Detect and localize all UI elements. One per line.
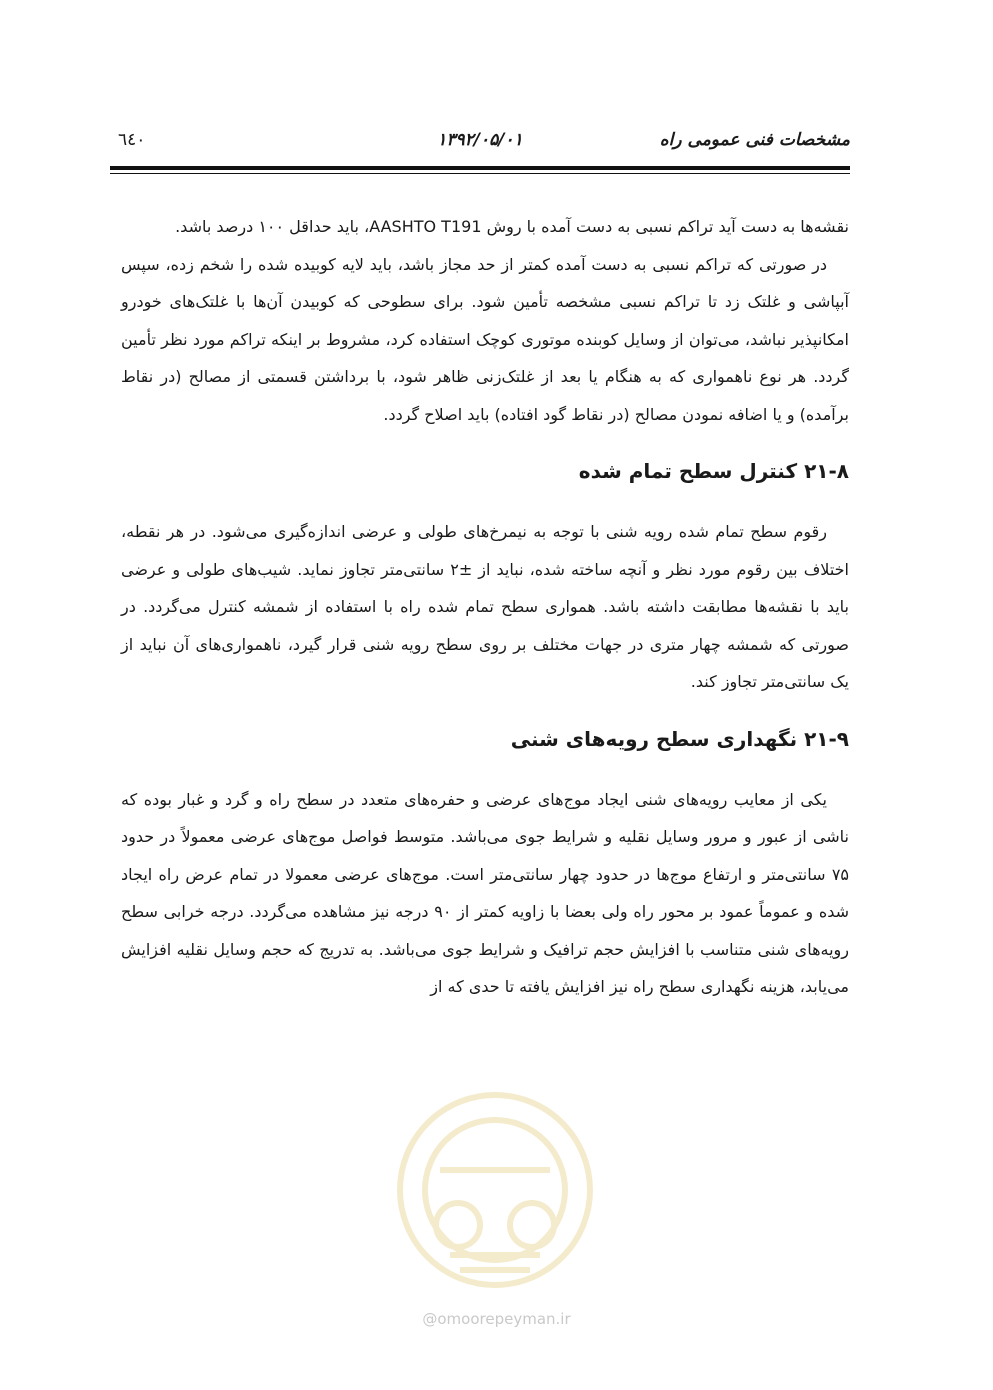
- header-rule-thick: [110, 166, 850, 170]
- header-date: ۱۳۹۲/۰۵/۰۱: [437, 130, 523, 150]
- running-header: [110, 130, 850, 160]
- gear-logo-icon: [380, 1075, 610, 1305]
- page-number: ٦٤٠: [118, 130, 146, 150]
- book-title: مشخصات فنی عمومی راه: [659, 130, 850, 150]
- paragraph-surface-control: رقوم سطح تمام شده رویه شنی با توجه به نیمرخ‌های طولی و عرضی اندازه‌گیری می‌شود. در هر نقطه، اختلاف بین رقوم مورد نظر و آنچه ساخته شده، نباید از ±۲ سانتی‌متر تجاوز نماید. شیب‌های طولی و عرضی باید با نقشه‌ها مطابقت داشته باشد. همواری سطح تمام شده راه با استفاده از شمشه کنترل می‌گردد. در صورتی که شمشه چهار متری در جهات مختلف بر روی سطح رویه شنی قرار گیرد، ناهمواری‌های آن نباید از یک سانتی‌متر تجاوز کند.: [121, 522, 849, 691]
- paragraph-compaction: در صورتی که تراکم نسبی به دست آمده کمتر از حد مجاز باشد، باید لایه کوبیده شده را شخم زده، سپس آبپاشی و غلتک زد تا تراکم نسبی مشخصه تأمین شود. برای سطوحی که کوبیدن آن‌ها با غلتک‌های خودرو امکانپذیر نباشد، می‌توان از وسایل کوبنده موتوری کوچک استفاده کرد، مشروط بر اینکه تراکم مورد نظر تأمین گردد. هر نوع ناهمواری که به هنگام یا بعد از غلتک‌زنی ظاهر شود، با برداشتن قسمتی از مصالح (در نقاط برآمده) و یا اضافه نمودن مصالح (در نقاط گود افتاده) باید اصلاح گردد.: [121, 254, 849, 424]
- section-heading-9: ۲۱-۹ نگهداری سطح رویه‌های شنی: [510, 726, 849, 751]
- paragraph-maintenance: یکی از معایب رویه‌های شنی ایجاد موج‌های عرضی و حفره‌های متعدد در سطح راه و گرد و غبار بوده که ناشی از عبور و مرور وسایل نقلیه و شرایط جوی می‌باشد. متوسط فواصل موج‌های عرضی معمولاً در حدود ۷۵ سانتی‌متر و ارتفاع موج‌ها در حدود چهار سانتی‌متر است. موج‌های عرضی معمولا در تمام عرض راه ایجاد شده و عموماً عمود بر محور راه ولی بعضا با زاویه کمتر از ۹۰ درجه نیز مشاهده می‌گردد. درجه خرابی سطح رویه‌های شنی متناسب با افزایش حجم ترافیک و شرایط جوی می‌باشد. به تدریج که حجم وسایل نقلیه افزایش می‌یابد، هزینه نگهداری سطح راه نیز افزایش یافته تا حدی که از: [121, 789, 850, 996]
- watermark-site: @omoorepeyman.ir: [422, 1310, 571, 1328]
- header-rule-thin: [110, 173, 850, 174]
- paragraph-continued: نقشه‌ها به دست آید تراکم نسبی به دست آمده با روش AASHTO T191، باید حداقل ۱۰۰ درصد باشد.: [175, 217, 849, 236]
- section-heading-8: ۲۱-۸ کنترل سطح تمام شده: [578, 459, 849, 483]
- body-text: [121, 208, 849, 1006]
